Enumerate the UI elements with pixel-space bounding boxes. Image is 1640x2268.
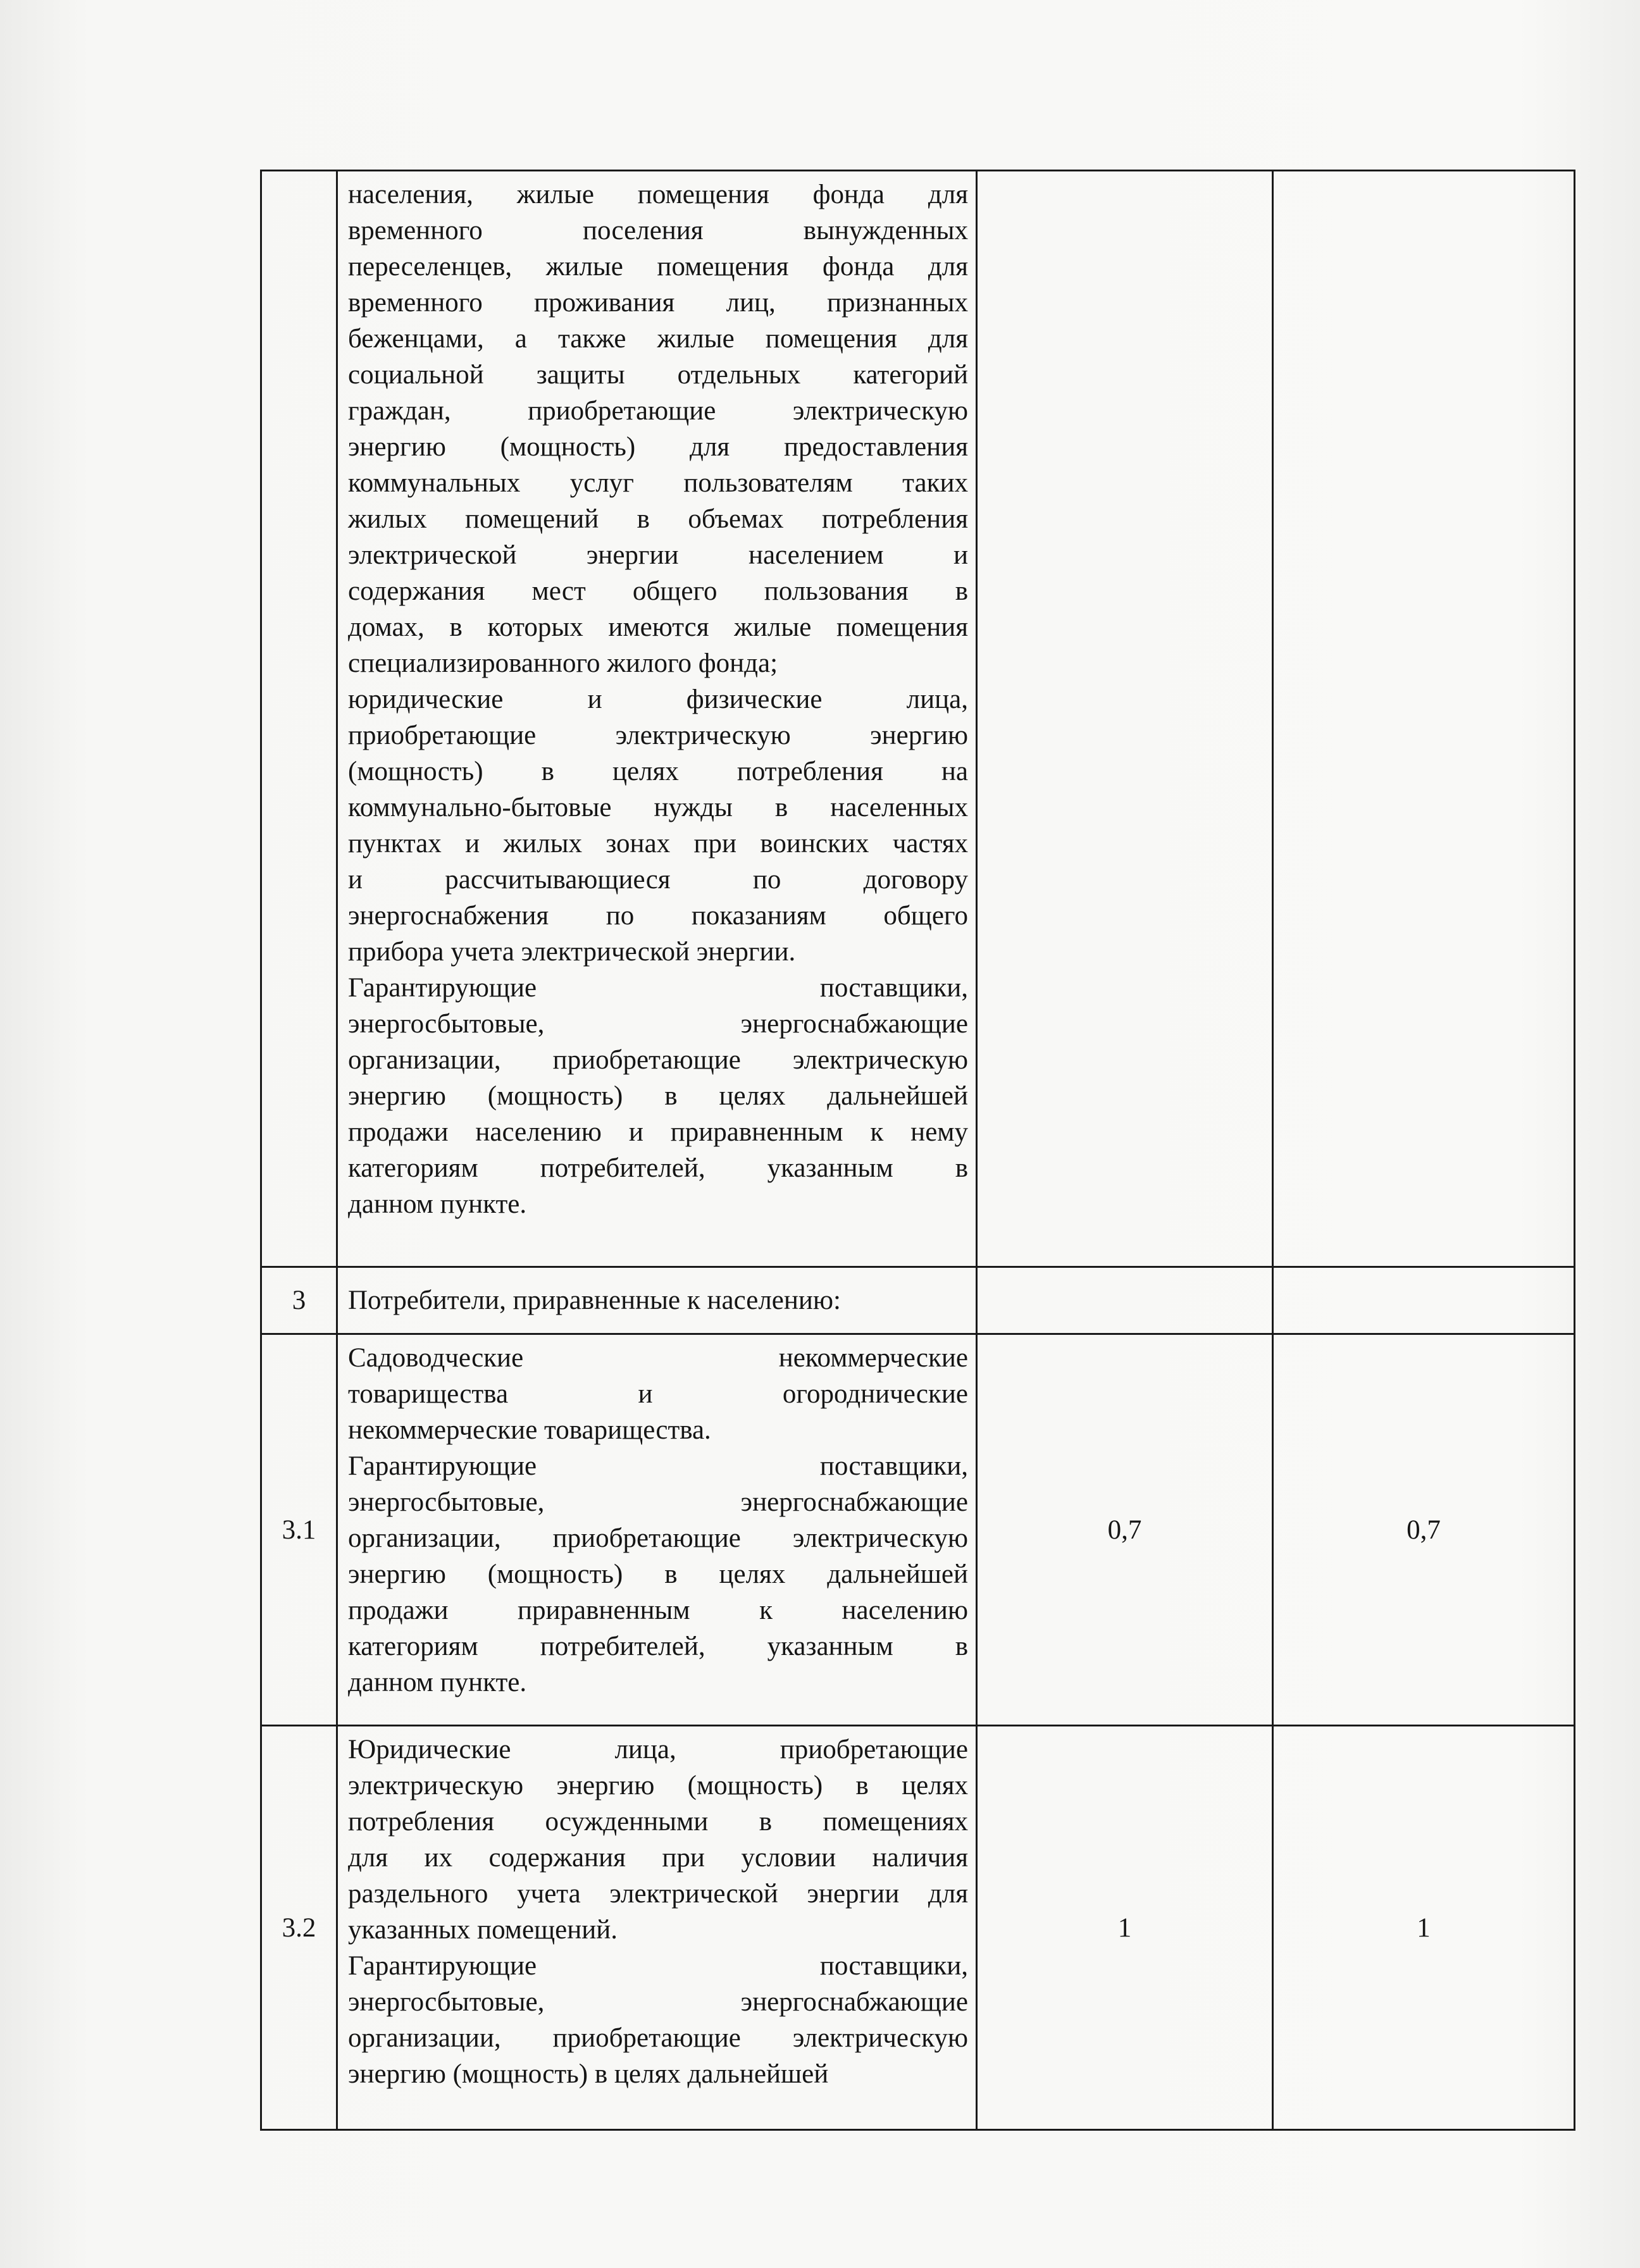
description-paragraph: [348, 681, 968, 970]
description-paragraph: [348, 1448, 968, 1701]
row-number-cell: 3.1: [261, 1334, 337, 1726]
text-line: (мощность) в целях потребления на: [348, 757, 968, 786]
text-line: раздельного учета электрической энергии для: [348, 1879, 968, 1909]
text-line: данном пункте.: [348, 1668, 527, 1697]
text-line: энергию (мощность) в целях дальнейшей: [348, 1081, 968, 1111]
text-line: юридические и физические лица,: [348, 685, 968, 714]
text-line: граждан, приобретающие электрическую: [348, 396, 968, 426]
coefficient-cell-2: [1273, 171, 1575, 1267]
tariff-table: [260, 170, 1575, 2131]
text-line: энергию (мощность) в целях дальнейшей: [348, 1559, 968, 1589]
text-line: электрическую энергию (мощность) в целях: [348, 1771, 968, 1800]
text-line: Гарантирующие поставщики,: [348, 973, 968, 1003]
text-line: для их содержания при условии наличия: [348, 1843, 968, 1873]
text-line: населения, жилые помещения фонда для: [348, 180, 968, 209]
text-line: коммунально-бытовые нужды в населенных: [348, 793, 968, 822]
text-line: продажи населению и приравненным к нему: [348, 1117, 968, 1147]
text-line: беженцами, а также жилые помещения для: [348, 324, 968, 354]
coefficient-cell-1: [977, 171, 1273, 1267]
text-line: энергию (мощность) для предоставления: [348, 432, 968, 462]
text-line: электрической энергии населением и: [348, 540, 968, 570]
coefficient-cell-1: 0,7: [977, 1334, 1273, 1726]
coefficient-cell-2: 1: [1273, 1726, 1575, 2130]
text-line: энергию (мощность) в целях дальнейшей: [348, 2059, 829, 2089]
text-line: переселенцев, жилые помещения фонда для: [348, 252, 968, 282]
text-line: Гарантирующие поставщики,: [348, 1951, 968, 1981]
text-line: указанных помещений.: [348, 1915, 618, 1945]
text-line: Юридические лица, приобретающие: [348, 1735, 968, 1764]
text-line: категориям потребителей, указанным в: [348, 1632, 968, 1661]
coefficient-cell-1: 1: [977, 1726, 1273, 2130]
text-line: жилых помещений в объемах потребления: [348, 504, 968, 534]
tariff-table-body: [261, 171, 1575, 2130]
table-row: [261, 171, 1575, 1267]
text-line: специализированного жилого фонда;: [348, 648, 778, 678]
consumer-description-cell: [337, 1334, 977, 1726]
text-line: Гарантирующие поставщики,: [348, 1451, 968, 1481]
text-line: энергосбытовые, энергоснабжающие: [348, 1987, 968, 2017]
row-number-cell: 3.2: [261, 1726, 337, 2130]
text-line: и рассчитывающиеся по договору: [348, 865, 968, 895]
text-line: данном пункте.: [348, 1189, 527, 1219]
consumer-description-cell: [337, 1726, 977, 2130]
coefficient-cell-2: 0,7: [1273, 1334, 1575, 1726]
text-line: пунктах и жилых зонах при воинских частях: [348, 829, 968, 858]
coefficient-cell-2: [1273, 1267, 1575, 1334]
text-line: социальной защиты отдельных категорий: [348, 360, 968, 390]
table-row: [261, 1267, 1575, 1334]
text-line: категориям потребителей, указанным в: [348, 1153, 968, 1183]
text-line: временного поселения вынужденных: [348, 216, 968, 245]
description-paragraph: [348, 1732, 968, 1948]
text-line: прибора учета электрической энергии.: [348, 937, 796, 967]
description-paragraph: [348, 177, 968, 681]
text-line: потребления осужденными в помещениях: [348, 1807, 968, 1837]
text-line: товарищества и огороднические: [348, 1379, 968, 1409]
coefficient-cell-1: [977, 1267, 1273, 1334]
row-number-cell: [261, 171, 337, 1267]
table-row: [261, 1726, 1575, 2130]
row-number-cell: 3: [261, 1267, 337, 1334]
text-line: приобретающие электрическую энергию: [348, 721, 968, 750]
text-line: организации, приобретающие электрическую: [348, 1523, 968, 1553]
text-line: энергосбытовые, энергоснабжающие: [348, 1009, 968, 1039]
description-paragraph: [348, 970, 968, 1222]
description-paragraph: [348, 1948, 968, 2092]
text-line: организации, приобретающие электрическую: [348, 2023, 968, 2053]
description-paragraph: [348, 1282, 968, 1318]
text-line: домах, в которых имеются жилые помещения: [348, 612, 968, 642]
text-line: некоммерческие товарищества.: [348, 1415, 711, 1445]
text-line: содержания мест общего пользования в: [348, 576, 968, 606]
consumer-description-cell: [337, 171, 977, 1267]
consumer-description-cell: [337, 1267, 977, 1334]
text-line: энергоснабжения по показаниям общего: [348, 901, 968, 931]
description-paragraph: [348, 1340, 968, 1448]
text-line: Садоводческие некоммерческие: [348, 1343, 968, 1373]
table-row: [261, 1334, 1575, 1726]
text-line: продажи приравненным к населению: [348, 1596, 968, 1625]
text-line: Потребители, приравненные к населению:: [348, 1286, 841, 1315]
text-line: энергосбытовые, энергоснабжающие: [348, 1487, 968, 1517]
text-line: организации, приобретающие электрическую: [348, 1045, 968, 1075]
text-line: коммунальных услуг пользователям таких: [348, 468, 968, 498]
text-line: временного проживания лиц, признанных: [348, 288, 968, 318]
